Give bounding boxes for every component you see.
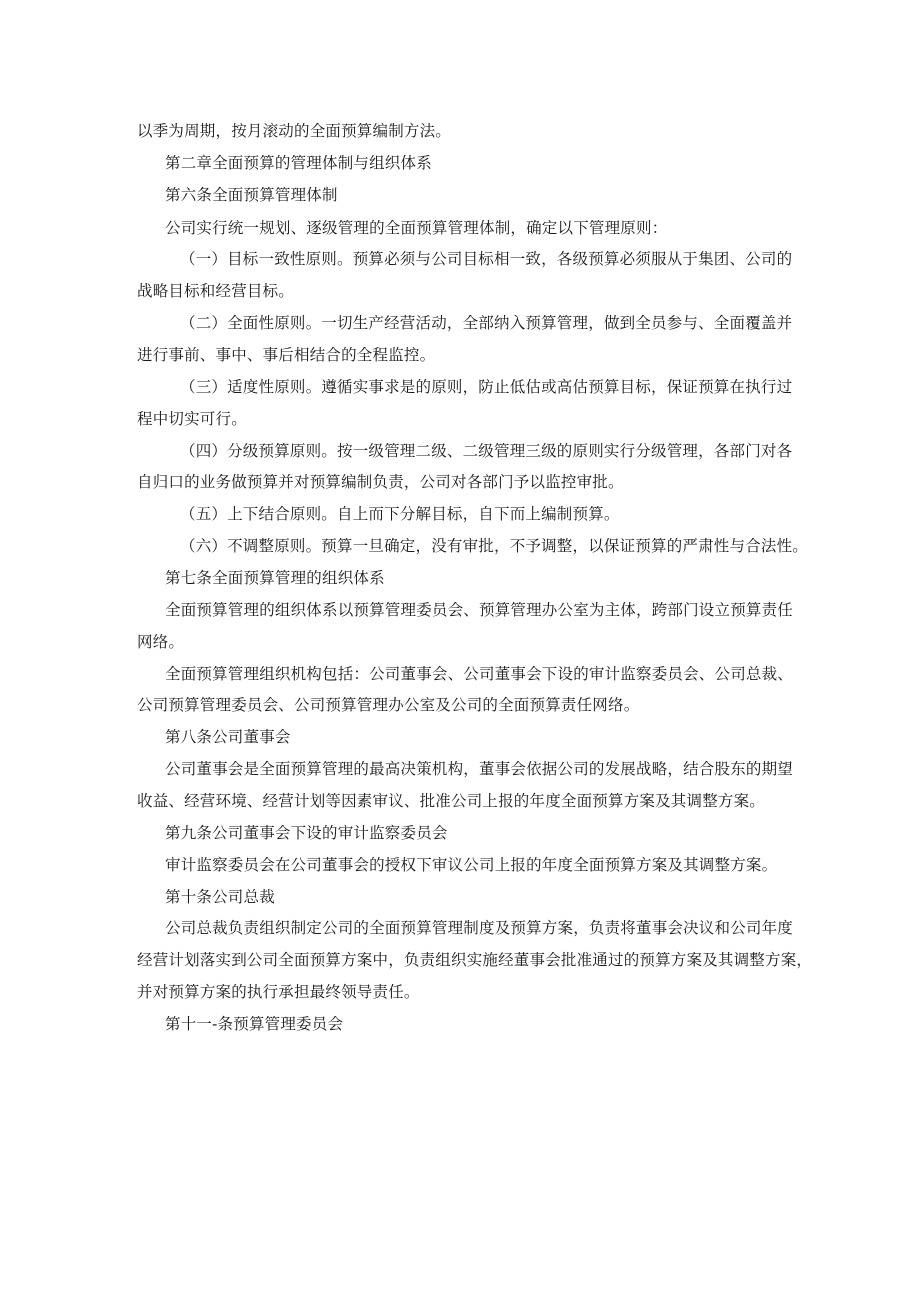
text-line: 战略目标和经营目标。 <box>137 282 295 300</box>
text-line: 全面预算管理的组织体系以预算管理委员会、预算管理办公室为主体，跨部门设立预算责任 <box>165 601 794 619</box>
article-heading: 第八条公司董事会 <box>165 728 291 746</box>
text-line: 经营计划落实到公司全面预算方案中，负责组织实施经董事会批准通过的预算方案及其调整方案， <box>137 951 813 969</box>
chapter-heading: 第二章全面预算的管理体制与组织体系 <box>165 154 432 172</box>
text-line: 公司预算管理委员会、公司预算管理办公室及公司的全面预算责任网络。 <box>137 696 640 714</box>
article-heading: 第九条公司董事会下设的审计监察委员会 <box>165 824 448 842</box>
text-line: 公司董事会是全面预算管理的最高决策机构，董事会依据公司的发展战略，结合股东的期望 <box>165 760 794 778</box>
text-line: 公司总裁负责组织制定公司的全面预算管理制度及预算方案，负责将董事会决议和公司年度 <box>165 919 794 937</box>
text-line: （三）适度性原则。遵循实事求是的原则，防止低估或高估预算目标，保证预算在执行过 <box>180 378 793 396</box>
text-line: （二）全面性原则。一切生产经营活动，全部纳入预算管理，做到全员参与、全面覆盖并 <box>180 314 793 332</box>
text-line: 以季为周期，按月滚动的全面预算编制方法。 <box>137 122 452 140</box>
text-line: 审计监察委员会在公司董事会的授权下审议公司上报的年度全面预算方案及其调整方案。 <box>165 856 778 874</box>
text-line: 并对预算方案的执行承担最终领导责任。 <box>137 983 420 1001</box>
text-line: （四）分级预算原则。按一级管理二级、二级管理三级的原则实行分级管理，各部门对各 <box>180 442 793 460</box>
article-heading: 第七条全面预算管理的组织体系 <box>165 569 385 587</box>
text-line: 网络。 <box>137 633 185 651</box>
text-line: 收益、经营环境、经营计划等因素审议、批准公司上报的年度全面预算方案及其调整方案。 <box>137 792 766 810</box>
text-line: 公司实行统一规划、逐级管理的全面预算管理体制，确定以下管理原则： <box>165 219 668 237</box>
article-heading: 第十条公司总裁 <box>165 888 275 906</box>
text-line: （六）不调整原则。预算一旦确定，没有审批，不予调整，以保证预算的严肃性与合法性。 <box>180 537 809 555</box>
article-heading: 第十一-条预算管理委员会 <box>165 1015 344 1033</box>
text-line: 自归口的业务做预算并对预算编制负责，公司对各部门予以监控审批。 <box>137 473 624 491</box>
text-line: 进行事前、事中、事后相结合的全程监控。 <box>137 346 436 364</box>
text-line: （五）上下结合原则。自上而下分解目标，自下而上编制预算。 <box>180 505 620 523</box>
text-line: （一）目标一致性原则。预算必须与公司目标相一致，各级预算必须服从于集团、公司的 <box>180 250 793 268</box>
text-line: 全面预算管理组织机构包括：公司董事会、公司董事会下设的审计监察委员会、公司总裁、 <box>165 665 794 683</box>
text-line: 程中切实可行。 <box>137 410 247 428</box>
article-heading: 第六条全面预算管理体制 <box>165 186 338 204</box>
